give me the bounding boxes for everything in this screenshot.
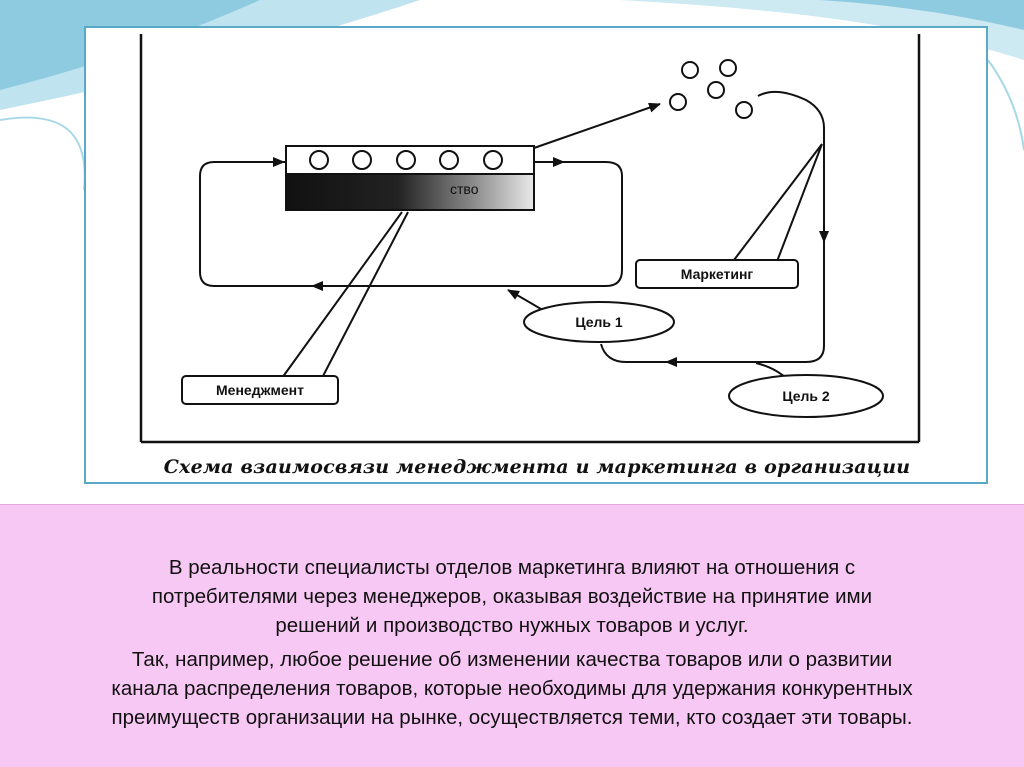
arrow-to-consumers: [534, 104, 660, 148]
marketing-label: Маркетинг: [680, 266, 754, 282]
goal1-label: Цель 1: [575, 314, 623, 330]
bar-label: ство: [450, 181, 479, 197]
organization-bar: [287, 175, 533, 209]
management-label: Менеджмент: [216, 382, 304, 398]
marketing-pointer: [734, 144, 822, 264]
paragraph1-line2: потребителями через менеджеров, оказывая воздействие на принятие ими: [151, 585, 873, 608]
paragraph1-line3: решений и производство нужных товаров и услуг.: [275, 614, 749, 637]
management-marketing-diagram: [86, 28, 986, 482]
management-pointer: [282, 212, 408, 378]
paragraph2-line2: канала распределения товаров, которые необходимы для удержания конкурентных: [111, 677, 913, 700]
text-panel: [0, 504, 1024, 767]
paragraph2-line1: Так, например, любое решение об изменении качества товаров или о развитии: [131, 648, 893, 671]
paragraph1-line1: В реальности специалисты отделов маркетинга влияют на отношения с: [168, 556, 856, 579]
diagram-caption: Схема взаимосвязи менеджмента и маркетинга в организации: [163, 456, 911, 478]
block-circle: [484, 151, 502, 169]
block-circle: [397, 151, 415, 169]
paragraph2-line3: преимуществ организации на рынке, осуществляется теми, кто создает эти товары.: [111, 706, 913, 729]
block-circle: [440, 151, 458, 169]
block-circle: [310, 151, 328, 169]
goal2-label: Цель 2: [782, 388, 830, 404]
organization-block: [286, 146, 534, 210]
consumer-circles: [670, 60, 752, 118]
block-circle: [353, 151, 371, 169]
diagram-frame: [84, 26, 988, 484]
